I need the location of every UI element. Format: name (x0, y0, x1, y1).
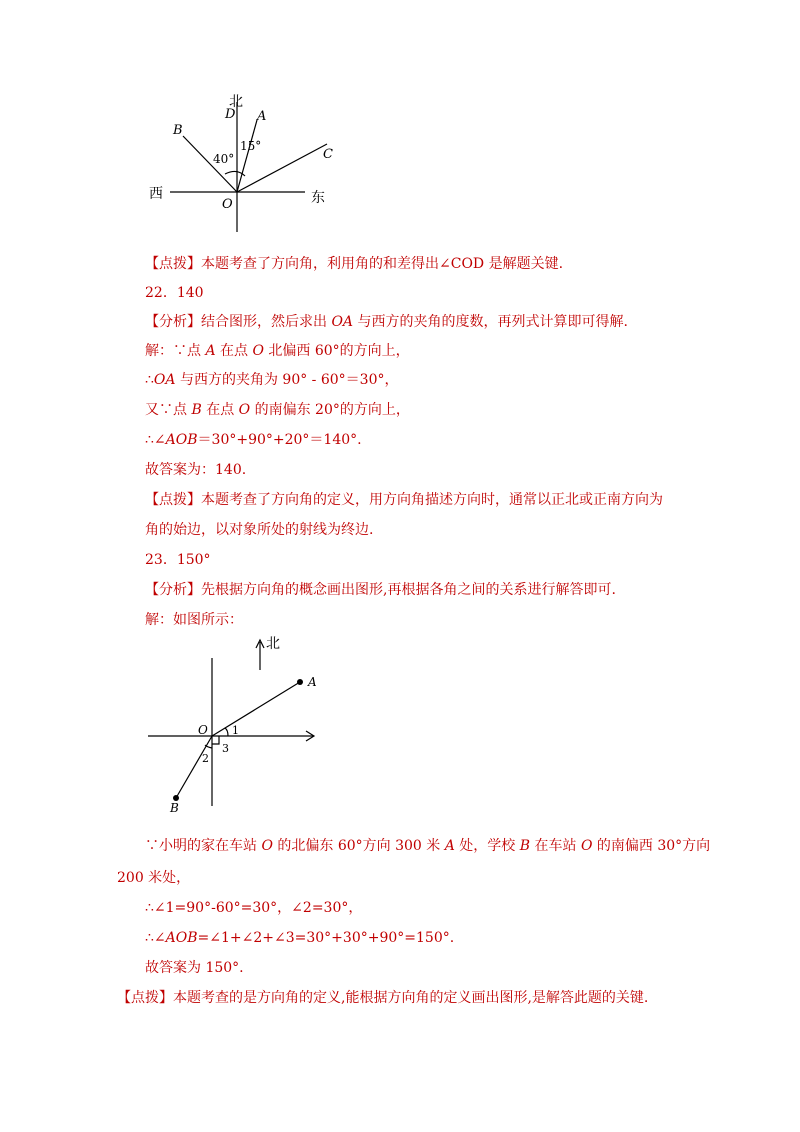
var-OA: OA (153, 372, 176, 388)
var-O: O (580, 838, 593, 854)
q22-line-3 (145, 400, 410, 420)
var-A: A (205, 343, 216, 359)
tip-text: 本题考查了方向角的定义，用方向角描述方向时，通常以正北或正南方向为 (201, 492, 663, 508)
analysis-text: 先根据方向角的概念画出图形,再根据各角之间的关系进行解答即可. (201, 582, 616, 598)
q23-answer: 23．150° (145, 552, 211, 568)
text: 处，学校 (454, 838, 520, 854)
label-A: A (257, 109, 267, 124)
text: 在车站 (530, 838, 581, 854)
q22-line-5: 故答案为：140. (145, 462, 247, 478)
text: ∴ (145, 372, 154, 388)
var-OA: OA (331, 314, 354, 330)
label-2: 2 (202, 752, 209, 765)
q23-sol-intro: 解：如图所示： (145, 612, 243, 628)
text: 与西方的夹角为 90° - 60°＝30°， (175, 372, 399, 388)
var-O: O (261, 838, 273, 854)
q22-line-1 (145, 341, 410, 361)
q23-tip (117, 988, 648, 1008)
var-AOB: AOB (165, 930, 198, 946)
right-angle-mark (212, 736, 219, 744)
tip-21 (145, 254, 563, 274)
text: ∵小明的家在车站 (145, 838, 262, 854)
analysis-bracket: 【分析】 (145, 582, 201, 598)
label-angle-15: 15° (240, 139, 262, 153)
text: ＝30°+90°+20°＝140°. (197, 432, 362, 448)
angle-2-arc (205, 745, 212, 748)
var-B: B (519, 838, 531, 854)
tip-text: 本题考查了方向角，利用角的和差得出∠COD 是解题关键. (201, 256, 564, 272)
tip-bracket: 【点拨】 (117, 990, 173, 1006)
ray-OA (237, 120, 257, 192)
q22-tip-line-1 (145, 490, 663, 510)
label-north: 北 (266, 636, 280, 652)
text: ∴∠ (145, 930, 166, 946)
analysis-text-b: 与西方的夹角的度数，再列式计算即可得解. (353, 314, 628, 330)
direction-figure-1 (145, 92, 345, 237)
var-AOB: AOB (165, 432, 198, 448)
q23-line-4: 故答案为 150°. (145, 960, 244, 976)
q22-answer: 22．140 (145, 285, 204, 301)
var-O: O (238, 402, 251, 418)
text: 在点 (201, 402, 239, 418)
q23-line-1b: 200 米处， (117, 870, 191, 886)
text: 的南偏东 20°的方向上， (250, 402, 410, 418)
var-O: O (252, 343, 264, 359)
label-west: 西 (149, 186, 163, 202)
direction-figure-2 (148, 636, 338, 816)
analysis-text-a: 结合图形，然后求出 (201, 314, 332, 330)
q23-line-3 (145, 928, 454, 948)
label-east: 东 (311, 190, 325, 206)
tip-text: 本题考查的是方向角的定义,能根据方向角的定义画出图形,是解答此题的关键. (173, 990, 649, 1006)
var-A: A (444, 838, 455, 854)
q22-line-2 (145, 370, 399, 390)
label-D: D (225, 107, 236, 122)
q23-line-2: ∴∠1=90°-60°=30°，∠2=30°， (145, 900, 363, 916)
var-B: B (191, 402, 202, 418)
text: 北偏西 60°的方向上， (263, 343, 410, 359)
point-A (297, 679, 303, 685)
ray-OB (176, 736, 212, 798)
label-1: 1 (232, 724, 239, 737)
text: 的南偏西 30°方向 (592, 838, 711, 854)
q23-analysis (145, 580, 616, 600)
text: 又∵点 (145, 402, 192, 418)
label-C: C (323, 147, 333, 162)
angle-1-arc (225, 728, 228, 736)
label-B: B (173, 123, 183, 138)
label-O: O (222, 197, 233, 212)
q22-line-4 (145, 430, 362, 450)
text: =∠1+∠2+∠3=30°+30°+90°=150°. (197, 930, 455, 946)
q22-analysis (145, 312, 628, 332)
text: 在点 (215, 343, 253, 359)
analysis-bracket: 【分析】 (145, 314, 201, 330)
label-B: B (170, 801, 179, 815)
label-angle-40: 40° (213, 152, 235, 166)
text: ∴∠ (145, 432, 166, 448)
label-O: O (198, 723, 208, 737)
tip-bracket: 【点拨】 (145, 492, 201, 508)
text: 解：∵点 (145, 343, 206, 359)
text: 的北偏东 60°方向 300 米 (272, 838, 445, 854)
label-3: 3 (222, 742, 229, 755)
q23-line-1 (145, 836, 710, 856)
q22-tip-line-2: 角的始边，以对象所处的射线为终边. (145, 522, 374, 538)
label-A: A (308, 675, 317, 689)
tip-bracket: 【点拨】 (145, 256, 201, 272)
label-north: 北 (229, 94, 243, 110)
